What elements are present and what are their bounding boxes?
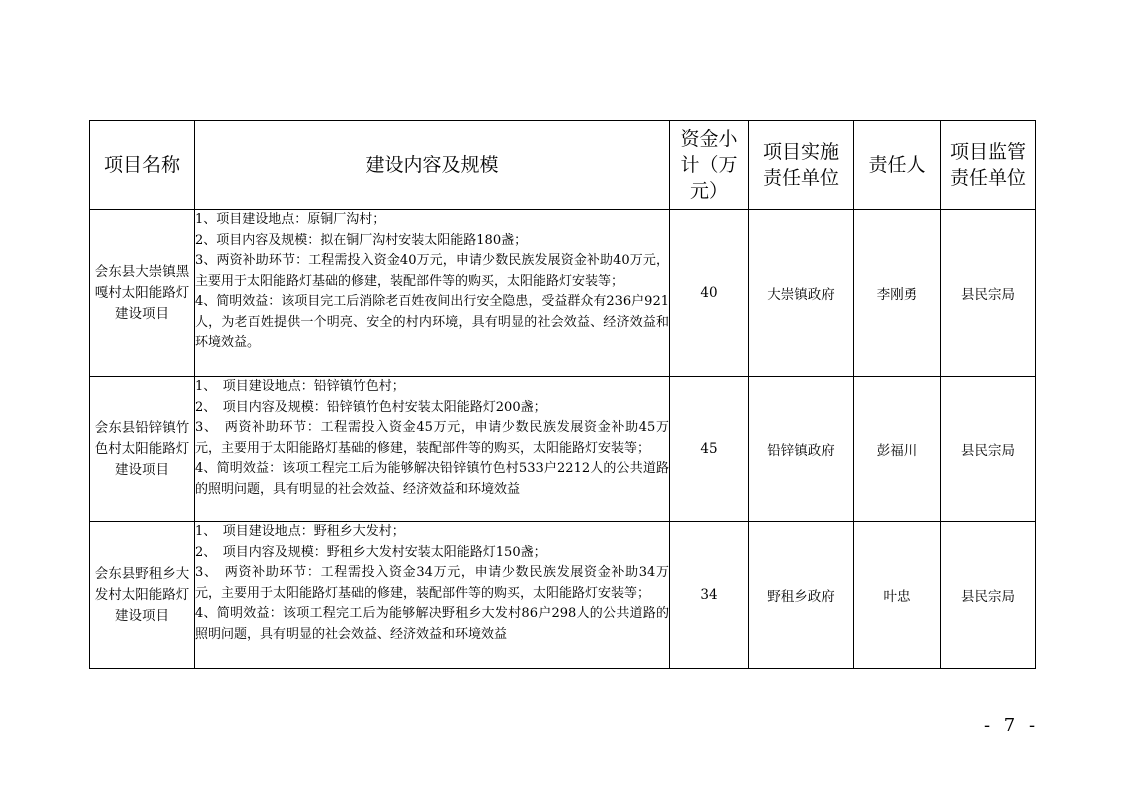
header-label: 项目实施责任单位 bbox=[762, 141, 839, 189]
project-content bbox=[195, 522, 670, 669]
person-cell: 叶忠 bbox=[854, 522, 941, 669]
header-label: 项目名称 bbox=[103, 154, 180, 176]
content-line: 3、 两资补助环节：工程需投入资金45万元，申请少数民族发展资金补助45万元，主要用于太阳能路灯基础的修建，装配部件等的购买，太阳能路灯安装等； bbox=[195, 420, 669, 456]
header-label: 项目监管责任单位 bbox=[949, 141, 1026, 189]
funds-cell: 45 bbox=[670, 377, 749, 522]
header-content bbox=[195, 121, 670, 210]
project-content bbox=[195, 210, 670, 377]
content-line: 2、 项目内容及规模：野租乡大发村安装太阳能路灯150盏； bbox=[195, 544, 547, 560]
header-row bbox=[90, 121, 1036, 210]
project-table bbox=[89, 120, 1036, 669]
header-funds bbox=[670, 121, 749, 210]
content-line: 1、项目建设地点：原铜厂沟村； bbox=[195, 212, 386, 227]
funds-cell: 34 bbox=[670, 522, 749, 669]
content-line: 2、项目内容及规模：拟在铜厂沟村安装太阳能路180盏； bbox=[195, 232, 528, 248]
header-project-name bbox=[90, 121, 195, 210]
content-line: 3、两资补助环节：工程需投入资金40万元，申请少数民族发展资金补助40万元，主要用于太阳能路灯基础的修建，装配部件等的购买，太阳能路灯安装等； bbox=[195, 253, 669, 289]
project-content bbox=[195, 377, 670, 522]
supervisor-cell: 县民宗局 bbox=[941, 522, 1036, 669]
supervisor-cell: 县民宗局 bbox=[941, 377, 1036, 522]
header-unit bbox=[749, 121, 854, 210]
header-label: 建设内容及规模 bbox=[365, 154, 499, 176]
table-row bbox=[90, 377, 1036, 522]
content-line: 4、简明效益：该项工程完工后为能够解决铅锌镇竹色村533户2212人的公共道路的照明问题，具有明显的社会效益、经济效益和环境效益 bbox=[195, 461, 669, 497]
header-label: 责任人 bbox=[868, 154, 926, 176]
person-cell: 彭福川 bbox=[854, 377, 941, 522]
header-label: 资金小计（万元） bbox=[680, 128, 738, 202]
table-row bbox=[90, 522, 1036, 669]
project-name: 会东县铅锌镇竹色村太阳能路灯建设项目 bbox=[90, 377, 195, 522]
project-name: 会东县大崇镇黑嘎村太阳能路灯建设项目 bbox=[90, 210, 195, 377]
page-number: - 7 - bbox=[984, 715, 1040, 736]
funds-cell: 40 bbox=[670, 210, 749, 377]
content-line: 3、 两资补助环节：工程需投入资金34万元，申请少数民族发展资金补助34万元，主要用于太阳能路灯基础的修建，装配部件等的购买，太阳能路灯安装等； bbox=[195, 565, 669, 601]
content-line: 4、简明效益：该项工程完工后为能够解决野租乡大发村86户298人的公共道路的照明问题，具有明显的社会效益、经济效益和环境效益 bbox=[195, 606, 669, 642]
unit-cell: 野租乡政府 bbox=[749, 522, 854, 669]
unit-cell: 铅锌镇政府 bbox=[749, 377, 854, 522]
project-name: 会东县野租乡大发村太阳能路灯建设项目 bbox=[90, 522, 195, 669]
content-line: 1、 项目建设地点：铅锌镇竹色村； bbox=[195, 379, 405, 394]
supervisor-cell: 县民宗局 bbox=[941, 210, 1036, 377]
person-cell: 李刚勇 bbox=[854, 210, 941, 377]
header-person bbox=[854, 121, 941, 210]
content-line: 1、 项目建设地点：野租乡大发村； bbox=[195, 524, 405, 539]
content-line: 4、简明效益：该项目完工后消除老百姓夜间出行安全隐患，受益群众有236户921人，为老百姓提供一个明亮、安全的村内环境，具有明显的社会效益、经济效益和环境效益。 bbox=[195, 294, 669, 350]
unit-cell: 大崇镇政府 bbox=[749, 210, 854, 377]
table-row bbox=[90, 210, 1036, 377]
header-supervisor bbox=[941, 121, 1036, 210]
content-line: 2、 项目内容及规模：铅锌镇竹色村安装太阳能路灯200盏； bbox=[195, 399, 547, 415]
